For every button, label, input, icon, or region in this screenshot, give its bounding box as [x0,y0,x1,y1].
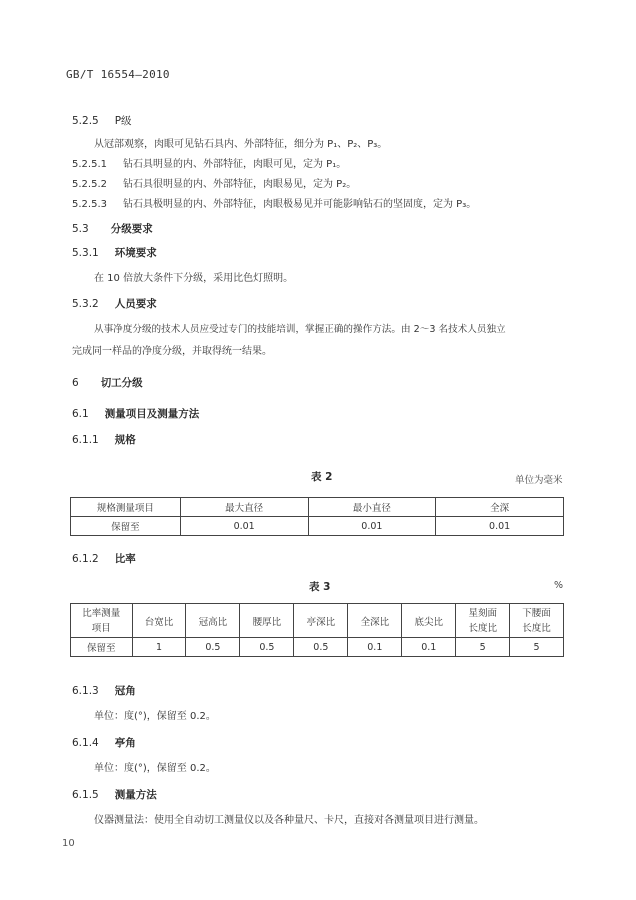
section-5-3-2-text-line2: 完成同一样品的净度分级，并取得统一结果。 [72,346,272,357]
section-6-1-5-heading [72,787,157,802]
section-title: 分级要求 [110,223,153,235]
table-cell: 0.01 [436,517,564,536]
table-cell: 保留至 [71,638,133,657]
section-title: 亭角 [114,737,136,749]
table-header-cell: 星刻面 长度比 [456,604,510,638]
section-5-2-5-intro: 从冠部观察，肉眼可见钻石具内、外部特征，细分为 P₁、P₂、P₃。 [94,139,388,150]
section-number: 6.1.4 [72,737,99,749]
section-6-1-heading [72,406,199,421]
clause-text: 钻石具明显的内、外部特征，肉眼可见，定为 P₁。 [123,159,347,170]
table-cell: 保留至 [71,517,181,536]
section-5-3-2-text-line1: 从事净度分级的技术人员应受过专门的技能培训，掌握正确的操作方法。由 2～3 名技术人员独立 [94,324,506,335]
section-number: 6.1.5 [72,789,99,801]
table-2-caption: 表 2 [311,471,333,483]
clause-number: 5.2.5.3 [72,199,107,210]
section-title: P级 [114,115,132,127]
clause-number: 5.2.5.2 [72,179,107,190]
table-header-cell: 全深 [436,498,564,517]
table-2 [70,497,564,536]
page-number: 10 [62,838,75,849]
table-cell: 0.1 [402,638,456,657]
section-5-3-1-heading [72,245,157,260]
table-header-cell: 比率测量 项目 [71,604,133,638]
section-title: 冠角 [114,685,136,697]
section-number: 6.1 [72,408,89,420]
section-title: 测量方法 [114,789,157,801]
table-row [71,638,564,657]
section-title: 环境要求 [114,247,157,259]
table-header-cell: 最小直径 [308,498,436,517]
clause-5-2-5-3 [72,195,476,210]
section-number: 6.1.3 [72,685,99,697]
section-5-2-5-heading [72,113,132,128]
section-title: 切工分级 [100,377,143,389]
table-header-row [71,498,564,517]
section-number: 6.1.2 [72,553,99,565]
table-cell: 0.5 [294,638,348,657]
section-title: 比率 [114,553,136,565]
document-code-header: GB/T 16554—2010 [66,68,170,81]
section-title: 人员要求 [114,298,157,310]
section-title: 测量项目及测量方法 [104,408,200,420]
section-number: 6 [72,377,79,389]
table-header-cell: 台宽比 [132,604,186,638]
table-3 [70,603,564,657]
table-cell: 5 [510,638,564,657]
clause-5-2-5-2 [72,175,356,190]
section-title: 规格 [114,434,136,446]
table-header-cell: 全深比 [348,604,402,638]
section-5-3-1-text: 在 10 倍放大条件下分级，采用比色灯照明。 [94,273,294,284]
section-number: 5.3.1 [72,247,99,259]
table-2-unit: 单位为毫米 [515,475,563,486]
table-header-cell: 规格测量项目 [71,498,181,517]
table-cell: 1 [132,638,186,657]
table-header-cell: 最大直径 [180,498,308,517]
section-6-1-3-text: 单位：度(°)，保留至 0.2。 [94,711,216,722]
section-number: 5.3 [72,223,89,235]
table-3-caption: 表 3 [309,581,331,593]
clause-number: 5.2.5.1 [72,159,107,170]
table-cell: 0.5 [186,638,240,657]
section-number: 6.1.1 [72,434,99,446]
section-number: 5.3.2 [72,298,99,310]
section-6-1-5-text: 仪器测量法：使用全自动切工测量仪以及各种量尺、卡尺，直接对各测量项目进行测量。 [94,815,484,826]
table-header-cell: 亭深比 [294,604,348,638]
clause-text: 钻石具很明显的内、外部特征，肉眼易见，定为 P₂。 [123,179,357,190]
table-cell: 0.01 [308,517,436,536]
table-row [71,517,564,536]
section-6-1-4-heading [72,735,136,750]
table-header-row [71,604,564,638]
table-header-cell: 下腰面 长度比 [510,604,564,638]
section-6-1-3-heading [72,683,136,698]
table-header-cell: 腰厚比 [240,604,294,638]
clause-5-2-5-1 [72,155,346,170]
table-cell: 0.1 [348,638,402,657]
table-header-cell: 冠高比 [186,604,240,638]
section-6-heading [72,375,143,390]
section-5-3-2-heading [72,296,157,311]
table-cell: 5 [456,638,510,657]
section-6-1-2-heading [72,551,136,566]
section-5-3-heading [72,221,153,236]
section-6-1-1-heading [72,432,136,447]
table-cell: 0.01 [180,517,308,536]
section-number: 5.2.5 [72,115,99,127]
clause-text: 钻石具极明显的内、外部特征，肉眼极易见并可能影响钻石的坚固度，定为 P₃。 [123,199,477,210]
table-cell: 0.5 [240,638,294,657]
table-3-unit: % [554,580,564,591]
table-header-cell: 底尖比 [402,604,456,638]
section-6-1-4-text: 单位：度(°)，保留至 0.2。 [94,763,216,774]
